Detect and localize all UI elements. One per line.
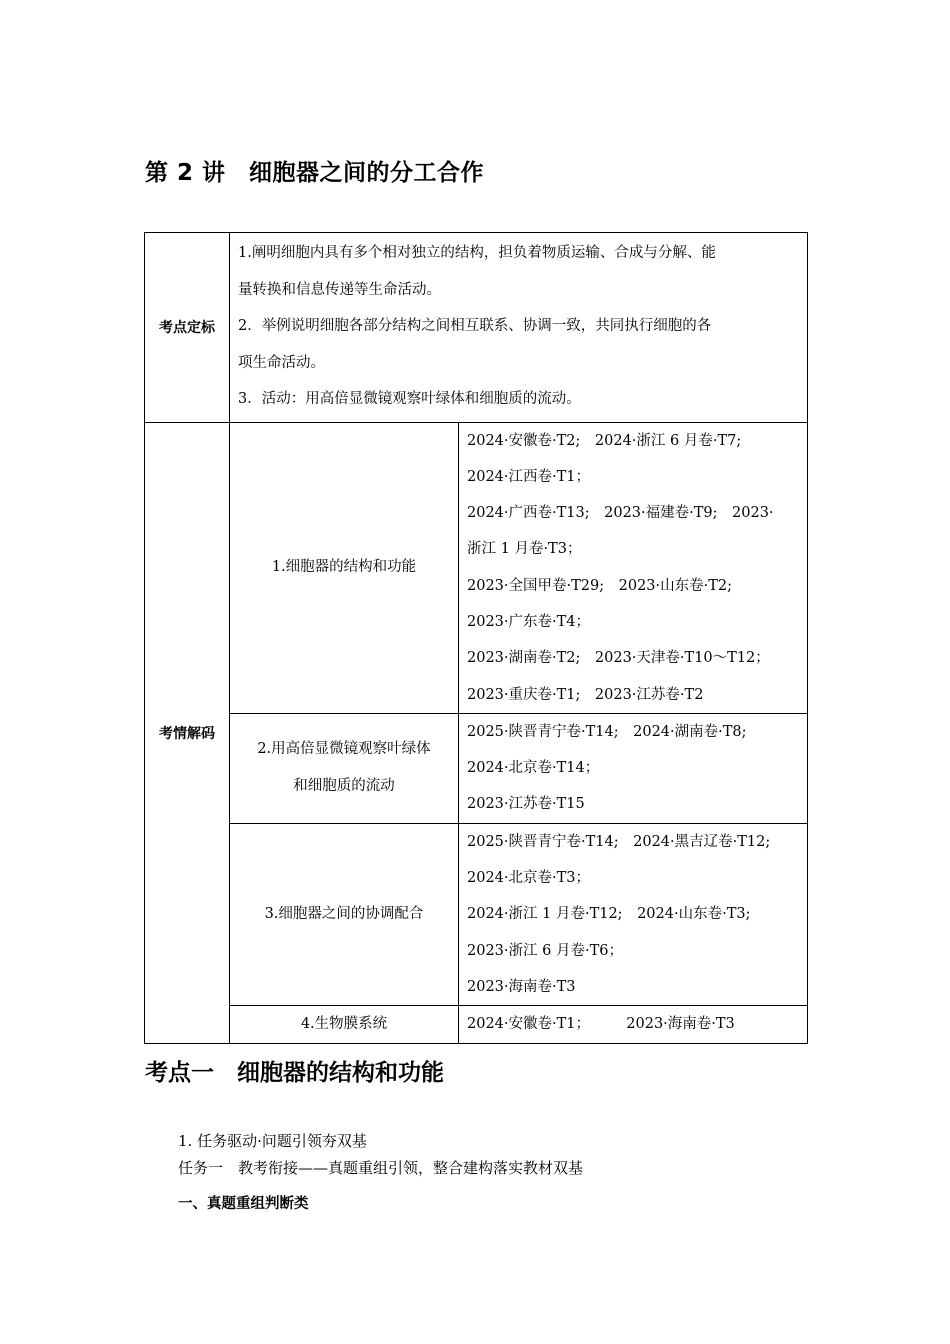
ref-line: 2024·江西卷·T1； — [467, 468, 591, 485]
ref-line: 2023·浙江 6 月卷·T6； — [467, 942, 623, 959]
table-row — [145, 823, 808, 1005]
exam-header: 考情解码 — [145, 422, 230, 1044]
table-row — [145, 422, 808, 713]
standard-line: 2．举例说明细胞各部分结构之间相互联系、协调一致，共同执行细胞的各 — [238, 318, 712, 334]
topic-cell: 1.细胞器的结构和功能 — [230, 422, 459, 713]
task-one-line: 任务一 教考衔接——真题重组引领，整合建构落实教材双基 — [178, 1159, 584, 1177]
ref-line: 2024·安徽卷·T2; 2024·浙江 6 月卷·T7; — [467, 432, 742, 449]
standards-header: 考点定标 — [145, 233, 230, 423]
refs-cell — [459, 422, 808, 713]
standards-cell — [230, 233, 808, 423]
section-title: 考点一 细胞器的结构和功能 — [145, 1060, 444, 1086]
table-row — [145, 1006, 808, 1044]
table-row — [145, 713, 808, 823]
ref-line: 浙江 1 月卷·T3； — [467, 541, 582, 558]
task-heading: 1. 任务驱动·问题引领夯双基 — [178, 1132, 367, 1150]
ref-line: 2023·广东卷·T4； — [467, 613, 591, 630]
ref-line: 2023·全国甲卷·T29; 2023·山东卷·T2; — [467, 577, 733, 594]
topic-line: 2.用高倍显微镜观察叶绿体 — [257, 741, 431, 758]
ref-line: 2023·江苏卷·T15 — [467, 796, 585, 813]
ref-line: 2024·北京卷·T3； — [467, 870, 591, 887]
topic-line: 和细胞质的流动 — [293, 778, 395, 795]
refs-cell — [459, 1006, 808, 1044]
ref-line: 2024·安徽卷·T1； 2023·海南卷·T3 — [467, 1016, 735, 1033]
ref-line: 2025·陕晋青宁卷·T14; 2024·黑吉辽卷·T12; — [467, 833, 771, 850]
standard-line: 量转换和信息传递等生命活动。 — [238, 281, 441, 298]
topic-cell: 4.生物膜系统 — [230, 1006, 459, 1044]
ref-line: 2024·浙江 1 月卷·T12; 2024·山东卷·T3; — [467, 906, 751, 923]
ref-line: 2024·广西卷·T13; 2023·福建卷·T9; 2023· — [467, 505, 774, 522]
refs-cell — [459, 823, 808, 1005]
standard-line: 1.阐明细胞内具有多个相对独立的结构，担负着物质运输、合成与分解、能 — [238, 245, 716, 261]
ref-line: 2024·北京卷·T14； — [467, 760, 600, 777]
standard-line: 项生命活动。 — [238, 354, 325, 371]
table-row — [145, 233, 808, 423]
ref-line: 2023·重庆卷·T1; 2023·江苏卷·T2 — [467, 686, 704, 703]
ref-line: 2025·陕晋青宁卷·T14; 2024·湖南卷·T8; — [467, 723, 747, 740]
page-title: 第 2 讲 细胞器之间的分工合作 — [145, 160, 485, 186]
topic-cell: 3.细胞器之间的协调配合 — [230, 823, 459, 1005]
subsection-heading: 一、真题重组判断类 — [178, 1196, 309, 1212]
standard-line: 3．活动：用高倍显微镜观察叶绿体和细胞质的流动。 — [238, 391, 581, 407]
ref-line: 2023·湖南卷·T2; 2023·天津卷·T10～T12； — [467, 650, 770, 667]
topic-cell — [230, 713, 459, 823]
exam-standards-table — [144, 232, 808, 1044]
refs-cell — [459, 713, 808, 823]
ref-line: 2023·海南卷·T3 — [467, 978, 576, 995]
